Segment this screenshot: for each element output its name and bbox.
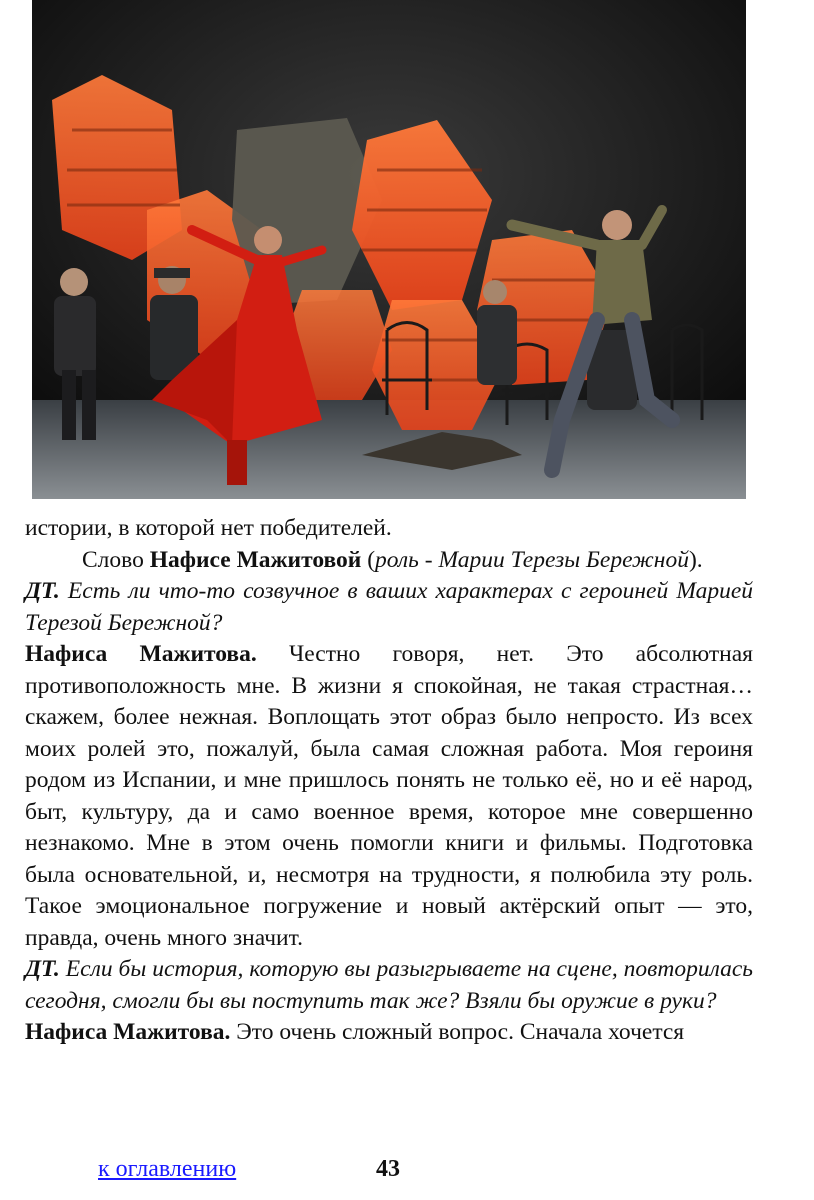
paragraph-text: истории, в которой нет победителей. (25, 515, 392, 541)
interviewer-label: ДТ. (25, 956, 60, 982)
paragraph-intro-end (25, 513, 753, 545)
speaker-label: Нафиса Мажитова. (25, 1019, 231, 1045)
table-of-contents-link[interactable]: к оглавлению (98, 1156, 237, 1182)
stage-photo (32, 0, 746, 499)
actress-name: Нафисе Мажитовой (149, 546, 362, 573)
role-note: роль - Марии Терезы Бережной (375, 546, 689, 573)
answer-text: Это очень сложный вопрос. Сначала хочется (236, 1019, 685, 1045)
speaker-label: Нафиса Мажитова. (25, 641, 257, 667)
answer-text: Честно говоря, нет. Это абсолютная противоположность мне. В жизни я спокойная, не такая страстная… скажем, более нежная. Воплощать этот образ было непросто. Из всех моих ролей это, пожалуй, была самая сложная работа. Моя героиня родом из Испании, и мне пришлось понять не только её, но и её народ, быт, культуру, да и само военное время, которое мне совершенно незнакомо. Мне в этом очень помогли книги и фильмы. Подготовка была основательной, и, несмотря на трудности, я полюбила эту роль. Такое эмоциональное погружение и новый актёрский опыт — это, правда, очень много значит. (25, 641, 753, 951)
question-text: Есть ли что-то созвучное в ваших характерах с героиней Марией Терезой Бережной? (25, 578, 753, 636)
lead-text: Слово (82, 546, 144, 573)
article-text (25, 513, 753, 1049)
page-number: 43 (376, 1156, 400, 1182)
answer-1 (25, 639, 753, 954)
question-1 (25, 576, 753, 639)
page-footer (0, 1156, 814, 1192)
paragraph-word-to-actress (25, 545, 753, 577)
paren-close: ). (688, 546, 703, 573)
paren-open: ( (367, 546, 376, 573)
question-text: Если бы история, которую вы разыгрываете на сцене, повторилась сегодня, смогли бы вы поступить так же? Взяли бы оружие в руки? (25, 956, 753, 1014)
question-2 (25, 954, 753, 1017)
interviewer-label: ДТ. (25, 578, 60, 604)
answer-2 (25, 1017, 753, 1049)
stage-photo-illustration (32, 0, 746, 499)
